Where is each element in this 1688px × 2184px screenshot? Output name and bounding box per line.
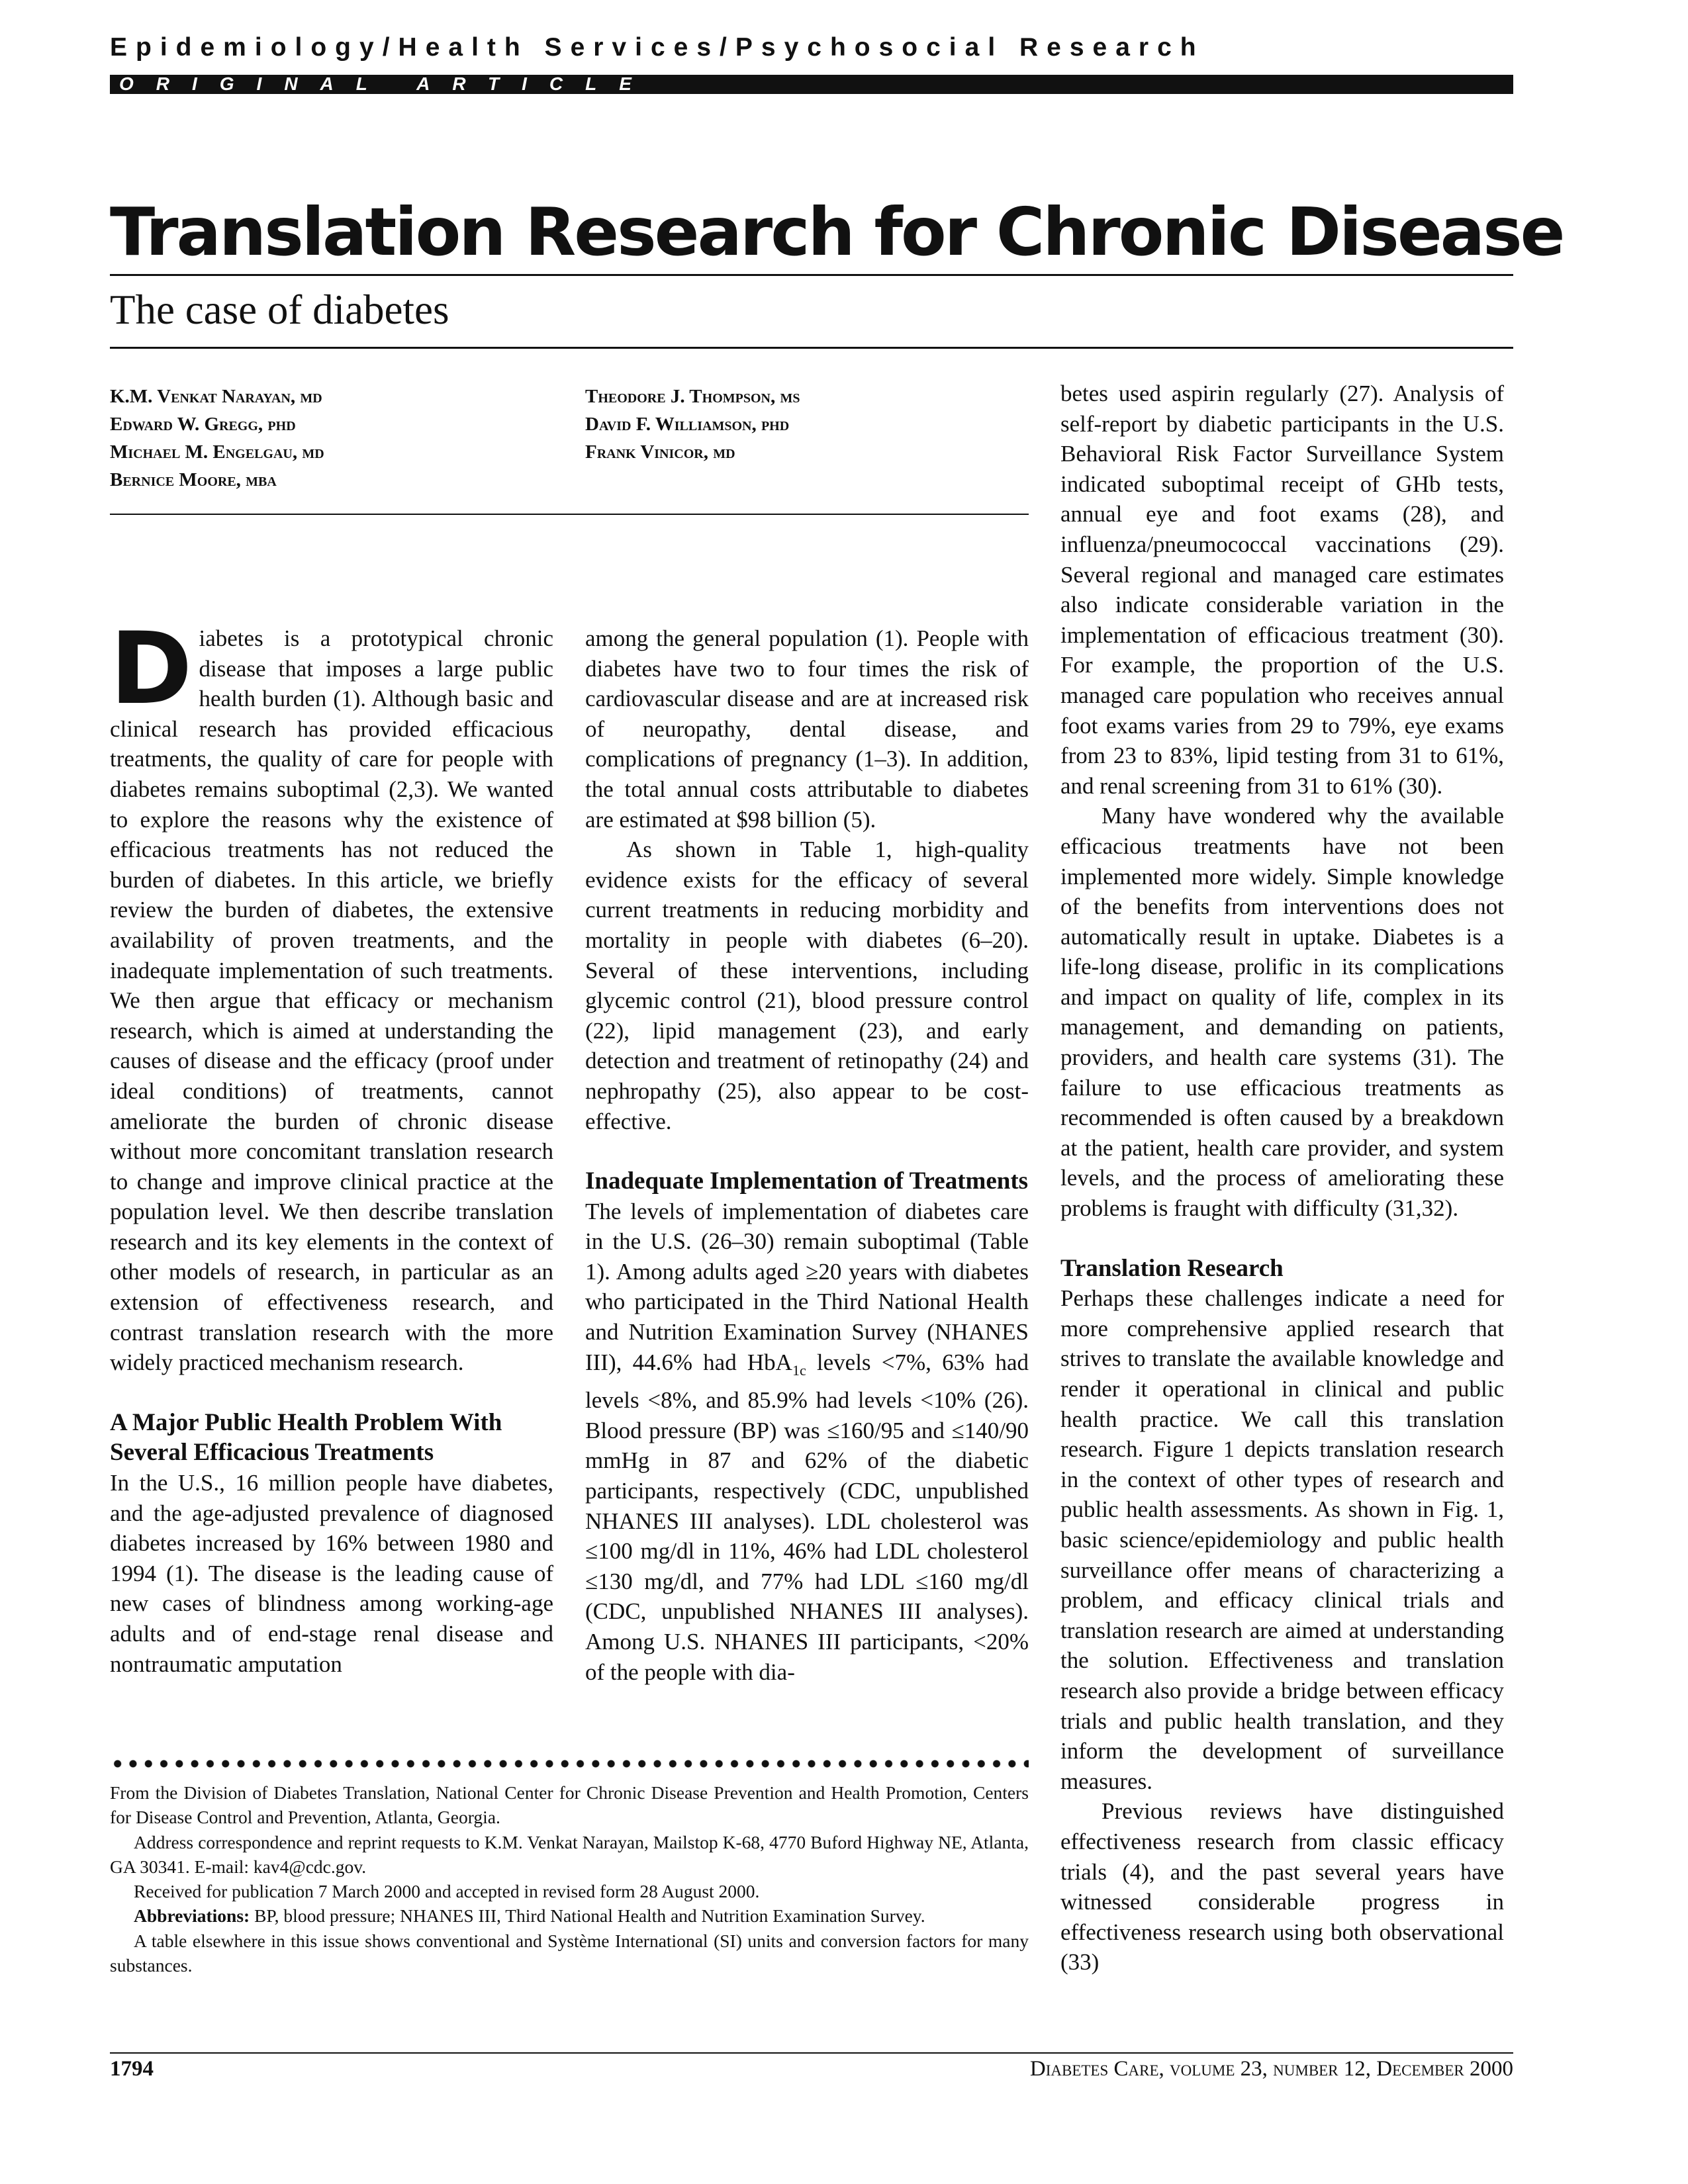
abbreviations-label: Abbreviations: xyxy=(134,1905,250,1927)
body-paragraph: In the U.S., 16 million people have diabetes, and the age-adjusted prevalence of diagnosed diabetes increased by 16% between 1980 and 1994 (1). The disease is the leading cause of new cases of blindness among working-age adults and of end-stage renal disease and nontraumatic amputation xyxy=(110,1470,553,1677)
body-paragraph: Previous reviews have distinguished effectiveness research from classic efficacy trials (4), and the past several years have witnessed considerable progress in effectiveness research using both observational (33) xyxy=(1060,1798,1504,1976)
author-name: Edward W. Gregg, phd xyxy=(110,414,296,435)
abbreviations-note xyxy=(110,1903,1029,1928)
body-paragraph xyxy=(585,1197,1029,1688)
column-2 xyxy=(585,623,1029,1687)
received-note: Received for publication 7 March 2000 and accepted in revised form 28 August 2000. xyxy=(134,1881,760,1902)
section-label: Epidemiology/Health Services/Psychosocial Research xyxy=(110,33,1205,62)
column-3 xyxy=(1060,379,1504,1978)
article-title: Translation Research for Chronic Disease xyxy=(110,193,1564,271)
body-text: levels <7%, 63% had levels <8%, and 85.9% had levels <10% (26). Blood pressure (BP) was ≤160/95 and ≤140/90 mmHg in 87 and 62% of the diabetic participants, respectively (CDC, unpublished NHANES III analyses). LDL cholesterol was ≤100 mg/dl in 11%, 46% had LDL cholesterol ≤130 mg/dl, and 77% had LDL ≤160 mg/dl (CDC, unpublished NHANES III analyses). Among U.S. NHANES III participants, <20% of the people with dia- xyxy=(585,1349,1029,1685)
affiliation-note: From the Division of Diabetes Translation, National Center for Chronic Disease Prevention and Health Promotion, Centers for Disease Control and Prevention, Atlanta, Georgia. xyxy=(110,1782,1029,1828)
authors-left xyxy=(110,383,324,494)
section-heading: Inadequate Implementation of Treatments xyxy=(585,1167,1029,1195)
si-units-note: A table elsewhere in this issue shows conventional and Système International (SI) units and conversion factors for many substances. xyxy=(110,1930,1029,1976)
body-paragraph: Perhaps these challenges indicate a need for more comprehensive applied research that strives to translate the available knowledge and render it operational in clinical and public health practice. We call this translation research. Figure 1 depicts translation research in the context of other types of research and public health assessments. As shown in Fig. 1, basic science/epidemiology and public health surveillance offer means of characterizing a problem, and efficacy clinical trials and translation research are aimed at understanding the solution. Effectiveness and translation research also provide a bridge between efficacy trials and public health translation, and they inform the development of surveillance measures. xyxy=(1060,1285,1504,1794)
body-paragraph: among the general population (1). People with diabetes have two to four times the risk of cardiovascular disease and are at increased risk of neuropathy, dental disease, and complications of pregnancy (1–3). In addition, the total annual costs attributable to diabetes are estimated at $98 billion (5). xyxy=(585,625,1029,833)
abbreviations-text: BP, blood pressure; NHANES III, Third National Health and Nutrition Examination Survey. xyxy=(250,1905,925,1927)
author-name: Bernice Moore, mba xyxy=(110,469,277,490)
column-1 xyxy=(110,612,553,1679)
drop-cap: D xyxy=(110,612,193,727)
body-text: The levels of implementation of diabetes care in the U.S. (26–30) remain suboptimal (Table 1). Among adults aged ≥20 years with diabetes who participated in the Third National Health and Nutrition Examination Survey (NHANES III), 44.6% had HbA xyxy=(585,1198,1029,1375)
section-heading: Translation Research xyxy=(1060,1254,1284,1282)
journal-citation: Diabetes Care, volume 23, number 12, December 2000 xyxy=(1029,2057,1513,2081)
body-paragraph: As shown in Table 1, high-quality evidence exists for the efficacy of several current treatments in reducing morbidity and mortality in people with diabetes (6–20). Several of these interventions, including glycemic control (21), blood pressure control (22), lipid management (23), and early detection and treatment of retinopathy (24) and nephropathy (25), also appear to be cost-effective. xyxy=(585,837,1029,1134)
body-paragraph: betes used aspirin regularly (27). Analysis of self-report by diabetic participants in the U.S. Behavioral Risk Factor Surveillance System indicated suboptimal receipt of GHb tests, annual eye and foot exams (28), and influenza/pneumococcal vaccinations (29). Several regional and managed care estimates also indicate considerable variation in the implementation of efficacious treatment (30). For example, the proportion of the U.S. managed care population who receives annual foot exams varies from 29 to 79%, eye exams from 23 to 83%, lipid testing from 31 to 61%, and renal screening from 31 to 61% (30). xyxy=(1060,381,1504,799)
subscript: 1c xyxy=(792,1361,806,1379)
body-paragraph: Many have wondered why the available efficacious treatments have not been implemented more widely. Simple knowledge of the benefits from interventions does not automatically result in uptake. Diabetes is a life-long disease, prolific in its complications and impact on quality of life, complex in its management, and demanding on patients, providers, and health care systems (31). The failure to use efficacious treatments as recommended is often caused by a breakdown at the patient, health care provider, and system levels, and the process of ameliorating these problems is fraught with difficulty (31,32). xyxy=(1060,803,1504,1222)
intro-text: iabetes is a prototypical chronic disease that imposes a large public health burden (1). Although basic and clinical research has provided efficacious treatments, the quality of care for people with diabetes remains suboptimal (2,3). We wanted to explore the reasons why the existence of efficacious treatments has not reduced the burden of diabetes. In this article, we briefly review the burden of diabetes, the extensive availability of proven treatments, and the inadequate implementation of such treatments. We then argue that efficacy or mechanism research, which is aimed at understanding the causes of disease and the efficacy (proof under ideal conditions) of treatments, cannot ameliorate the burden of chronic disease without more concomitant translation research to change and improve clinical practice at the population level. We then describe translation research and its key elements in the context of other models of research, in particular as an extension of effectiveness research, and contrast translation research with the more widely practiced mechanism research. xyxy=(110,625,553,1376)
page-number: 1794 xyxy=(110,2057,154,2081)
intro-paragraph xyxy=(110,612,553,1378)
correspondence-note: Address correspondence and reprint requests to K.M. Venkat Narayan, Mailstop K-68, 4770 Buford Highway NE, Atlanta, GA 30341. E-mail: kav4@cdc.gov. xyxy=(110,1831,1029,1877)
subtitle-rule xyxy=(110,347,1513,349)
footer-rule xyxy=(110,2052,1513,2054)
dotted-separator xyxy=(110,1759,1029,1768)
author-name: Frank Vinicor, md xyxy=(585,441,735,463)
author-name: David F. Williamson, phd xyxy=(585,414,790,435)
article-type-label: ORIGINAL ARTICLE xyxy=(119,73,654,94)
author-name: K.M. Venkat Narayan, md xyxy=(110,386,322,407)
footnotes xyxy=(110,1780,1029,1978)
section-heading: A Major Public Health Problem With Several Efficacious Treatments xyxy=(110,1408,502,1467)
authors-right xyxy=(585,383,800,466)
author-name: Theodore J. Thompson, ms xyxy=(585,386,800,407)
author-name: Michael M. Engelgau, md xyxy=(110,441,324,463)
title-rule xyxy=(110,274,1513,276)
authors-rule xyxy=(110,514,1029,515)
article-subtitle: The case of diabetes xyxy=(110,287,449,333)
